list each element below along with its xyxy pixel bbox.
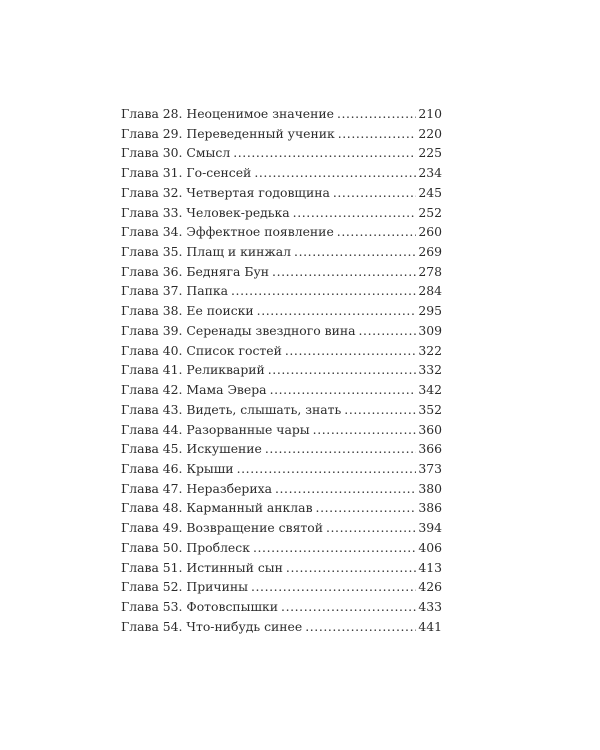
toc-entry-ch46 xyxy=(121,461,442,481)
chapter-title: Глава 48. Карманный анклав xyxy=(121,500,313,516)
page-number: 234 xyxy=(418,165,442,181)
toc-entry-ch37 xyxy=(121,283,442,303)
page-number: 252 xyxy=(418,204,442,220)
chapter-title: Глава 44. Разорванные чары xyxy=(121,421,310,437)
dot-leader xyxy=(254,165,416,180)
page-number: 260 xyxy=(418,224,442,240)
toc-entry-ch53 xyxy=(121,599,442,619)
chapter-title: Глава 50. Проблеск xyxy=(121,539,250,555)
page-number: 386 xyxy=(418,500,442,516)
page-number: 309 xyxy=(418,322,442,338)
dot-leader xyxy=(231,283,416,298)
toc-entry-ch35 xyxy=(121,244,442,264)
toc-entry-ch45 xyxy=(121,441,442,461)
toc-entry-ch34 xyxy=(121,224,442,244)
chapter-title: Глава 36. Бедняга Бун xyxy=(121,263,270,279)
page-number: 220 xyxy=(418,125,442,141)
dot-leader xyxy=(338,126,417,141)
chapter-title: Глава 53. Фотовспышки xyxy=(121,598,279,614)
dot-leader xyxy=(337,224,417,239)
dot-leader xyxy=(237,461,417,476)
chapter-title: Глава 52. Причины xyxy=(121,579,248,595)
toc-entry-ch39 xyxy=(121,323,442,343)
chapter-title: Глава 38. Ее поиски xyxy=(121,303,254,319)
dot-leader xyxy=(333,185,416,200)
chapter-title: Глава 43. Видеть, слышать, знать xyxy=(121,401,342,417)
chapter-title: Глава 34. Эффектное появление xyxy=(121,224,334,240)
toc-entry-ch44 xyxy=(121,422,442,442)
page-number: 366 xyxy=(418,441,442,457)
dot-leader xyxy=(285,343,417,358)
toc-entry-ch41 xyxy=(121,362,442,382)
chapter-title: Глава 28. Неоценимое значение xyxy=(121,106,334,121)
dot-leader xyxy=(316,500,417,515)
chapter-title: Глава 51. Истинный сын xyxy=(121,559,283,575)
chapter-title: Глава 32. Четвертая годовщина xyxy=(121,184,330,200)
dot-leader xyxy=(305,619,416,634)
page-number: 245 xyxy=(418,184,442,200)
toc-entry-ch30 xyxy=(121,145,442,165)
page-number: 441 xyxy=(418,618,442,634)
page-number: 406 xyxy=(418,539,442,555)
chapter-title: Глава 41. Реликварий xyxy=(121,362,265,378)
page-number: 373 xyxy=(418,460,442,476)
page-number: 295 xyxy=(418,303,442,319)
toc-entry-ch38 xyxy=(121,303,442,323)
chapter-title: Глава 29. Переведенный ученик xyxy=(121,125,335,141)
toc-entry-ch50 xyxy=(121,540,442,560)
dot-leader xyxy=(268,362,417,377)
toc-entry-ch47 xyxy=(121,481,442,501)
toc-entry-ch28 xyxy=(121,106,442,126)
dot-leader xyxy=(344,402,416,417)
dot-leader xyxy=(275,481,416,496)
toc-entry-ch52 xyxy=(121,579,442,599)
page-number: 278 xyxy=(418,263,442,279)
chapter-title: Глава 47. Неразбериха xyxy=(121,480,272,496)
page-number: 225 xyxy=(418,145,442,161)
toc-entry-ch51 xyxy=(121,560,442,580)
dot-leader xyxy=(281,599,416,614)
dot-leader xyxy=(337,106,416,121)
dot-leader xyxy=(272,264,416,279)
page-number: 394 xyxy=(418,520,442,536)
page-number: 269 xyxy=(418,244,442,260)
dot-leader xyxy=(233,145,416,160)
chapter-title: Глава 33. Человек-редька xyxy=(121,204,290,220)
page-number: 342 xyxy=(418,382,442,398)
dot-leader xyxy=(286,560,416,575)
page-number: 426 xyxy=(418,579,442,595)
toc-entry-ch36 xyxy=(121,264,442,284)
chapter-title: Глава 46. Крыши xyxy=(121,460,234,476)
dot-leader xyxy=(313,422,417,437)
toc-entry-ch48 xyxy=(121,500,442,520)
page-number: 360 xyxy=(418,421,442,437)
page-number: 352 xyxy=(418,401,442,417)
chapter-title: Глава 39. Серенады звездного вина xyxy=(121,322,356,338)
dot-leader xyxy=(326,520,416,535)
toc-entry-ch54 xyxy=(121,619,442,639)
page-number: 332 xyxy=(418,362,442,378)
chapter-title: Глава 30. Смысл xyxy=(121,145,231,161)
page-number: 413 xyxy=(418,559,442,575)
chapter-title: Глава 35. Плащ и кинжал xyxy=(121,244,292,260)
table-of-contents xyxy=(121,106,442,638)
chapter-title: Глава 42. Мама Эвера xyxy=(121,382,267,398)
toc-entry-ch29 xyxy=(121,126,442,146)
dot-leader xyxy=(294,244,416,259)
chapter-title: Глава 54. Что-нибудь синее xyxy=(121,618,303,634)
toc-entry-ch33 xyxy=(121,205,442,225)
dot-leader xyxy=(251,579,416,594)
chapter-title: Глава 49. Возвращение святой xyxy=(121,520,323,536)
dot-leader xyxy=(359,323,417,338)
page-number: 284 xyxy=(418,283,442,299)
toc-entry-ch40 xyxy=(121,343,442,363)
page-number: 380 xyxy=(418,480,442,496)
dot-leader xyxy=(293,205,417,220)
toc-entry-ch43 xyxy=(121,402,442,422)
dot-leader xyxy=(253,540,416,555)
chapter-title: Глава 40. Список гостей xyxy=(121,342,282,358)
toc-entry-ch31 xyxy=(121,165,442,185)
chapter-title: Глава 45. Искушение xyxy=(121,441,262,457)
toc-entry-ch42 xyxy=(121,382,442,402)
chapter-title: Глава 31. Го-сенсей xyxy=(121,165,252,181)
chapter-title: Глава 37. Папка xyxy=(121,283,228,299)
page-number: 210 xyxy=(418,106,442,121)
toc-entry-ch49 xyxy=(121,520,442,540)
toc-entry-ch32 xyxy=(121,185,442,205)
page-number: 322 xyxy=(418,342,442,358)
dot-leader xyxy=(265,441,416,456)
dot-leader xyxy=(257,303,417,318)
dot-leader xyxy=(270,382,417,397)
page-number: 433 xyxy=(418,598,442,614)
